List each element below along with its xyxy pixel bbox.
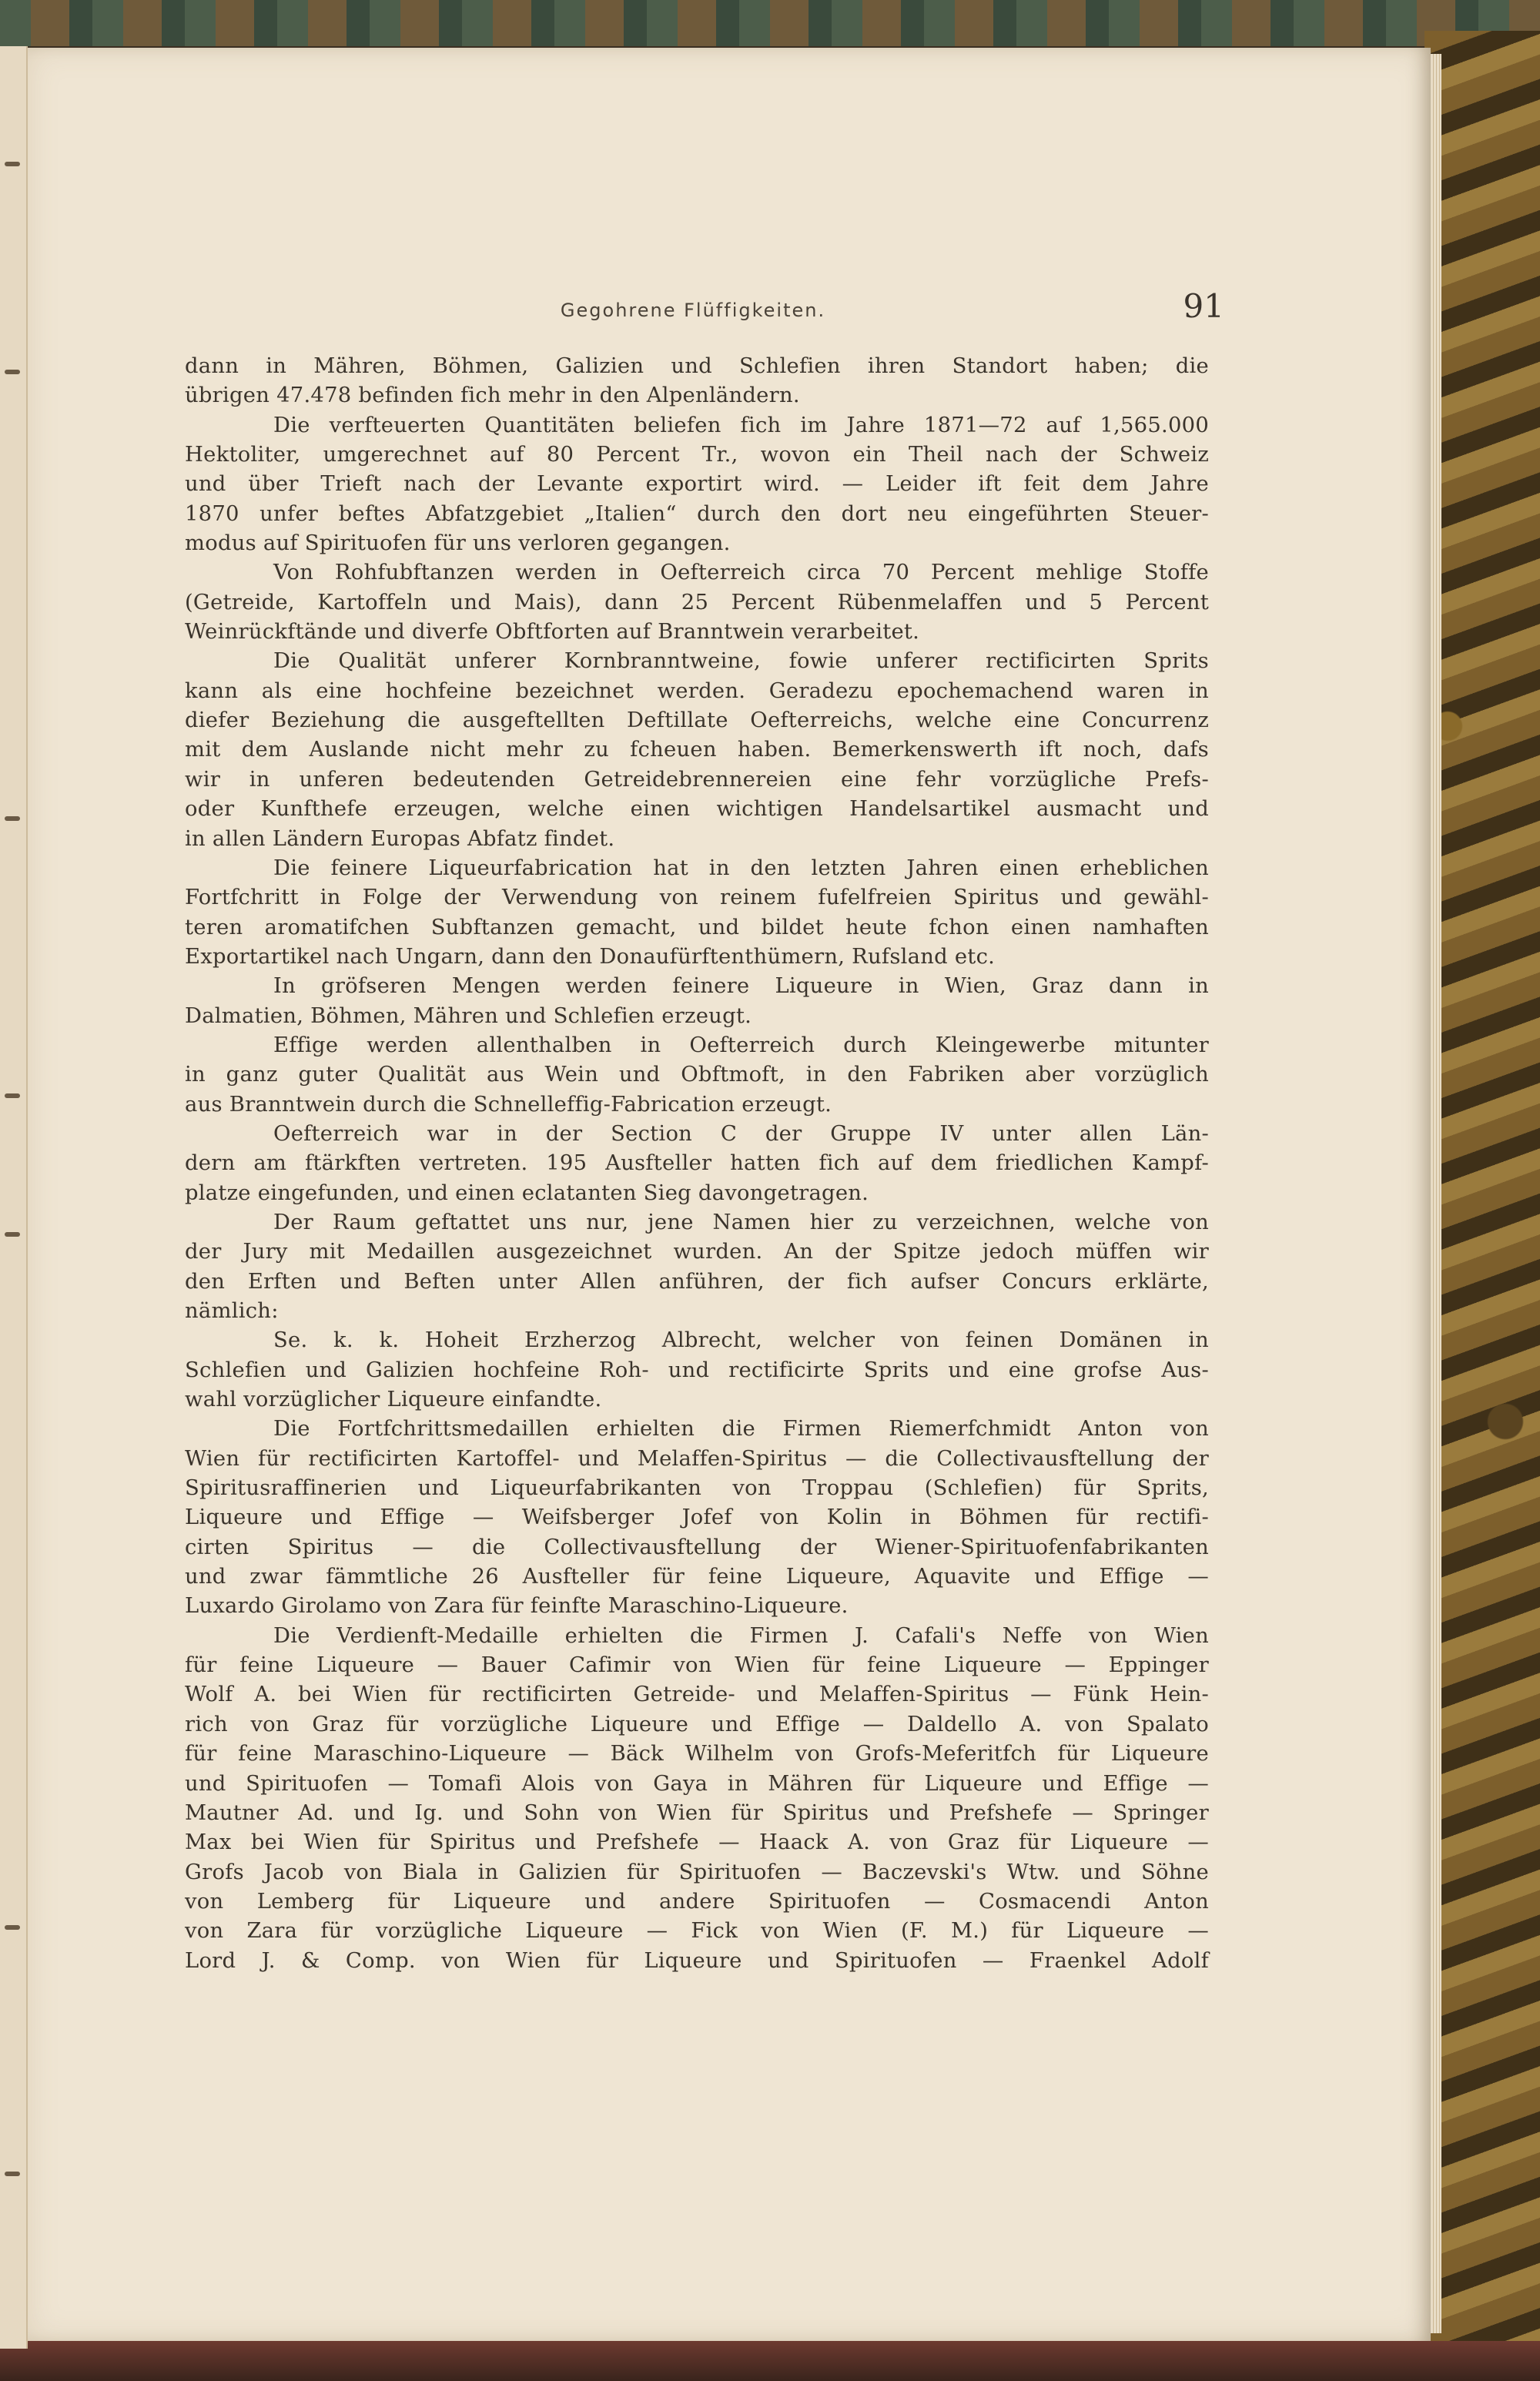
text-line: Mautner Ad. und Ig. und Sohn von Wien für Spiritus und Prefshefe — Springer (185, 1800, 1209, 1825)
text-line: Fortfchritt in Folge der Verwendung von reinem fufelfreien Spiritus und gewähl- (185, 886, 1209, 910)
text-line: wahl vorzüglicher Liqueure einfandte. (185, 1388, 602, 1412)
text-line: Wolf A. bei Wien für rectificirten Getreide- und Melaffen-Spiritus — Fünk Hein- (185, 1683, 1209, 1707)
text-line: In gröfseren Mengen werden feinere Liqueure in Wien, Graz dann in (273, 974, 1209, 999)
text-line: (Getreide, Kartoffeln und Mais), dann 25 Percent Rübenmelaffen und 5 Percent (185, 590, 1209, 615)
text-line: Effige werden allenthalben in Oefterreich durch Kleingewerbe mitunter (273, 1033, 1209, 1057)
text-line: Se. k. k. Hoheit Erzherzog Albrecht, welcher von feinen Domänen in (273, 1328, 1209, 1353)
gutter-mark (5, 370, 20, 374)
text-line: Grofs Jacob von Biala in Galizien für Spirituofen — Baczevski's Wtw. und Söhne (185, 1860, 1209, 1884)
text-line: diefer Beziehung die ausgeftellten Deftillate Oefterreichs, welche eine Concurrenz (185, 708, 1209, 733)
text-line: Die Verdienft-Medaille erhielten die Firmen J. Cafali's Neffe von Wien (273, 1623, 1209, 1648)
gutter-mark (5, 1925, 20, 1930)
text-line: von Lemberg für Liqueure und andere Spirituofen — Cosmacendi Anton (185, 1889, 1209, 1914)
text-line: Wien für rectificirten Kartoffel- und Melaffen-Spiritus — die Collectivausftellung der (185, 1446, 1209, 1471)
running-head (177, 287, 1224, 335)
text-line: für feine Liqueure — Bauer Cafimir von Wien für feine Liqueure — Eppinger (185, 1653, 1209, 1678)
text-line: und Spirituofen — Tomafi Alois von Gaya in Mähren für Liqueure und Effige — (185, 1771, 1209, 1796)
body-text (185, 352, 1209, 1976)
text-line: mit dem Auslande nicht mehr zu fcheuen haben. Bemerkenswerth ift noch, dafs (185, 738, 1209, 762)
text-line: und zwar fämmtliche 26 Ausfteller für feine Liqueure, Aquavite und Effige — (185, 1565, 1209, 1589)
text-line: nämlich: (185, 1299, 279, 1323)
text-line: in allen Ländern Europas Abfatz findet. (185, 826, 615, 851)
text-line: Die verfteuerten Quantitäten beliefen fich im Jahre 1871—72 auf 1,565.000 (273, 413, 1209, 437)
text-line: Von Rohfubftanzen werden in Oefterreich circa 70 Percent mehlige Stoffe (273, 561, 1209, 585)
text-line: dern am ftärkften vertreten. 195 Ausfteller hatten fich auf dem friedlichen Kampf- (185, 1151, 1209, 1176)
text-line: Weinrückftände und diverfe Obftforten auf Branntwein verarbeitet. (185, 620, 920, 645)
text-line: kann als eine hochfeine bezeichnet werden. Geradezu epochemachend waren in (185, 678, 1209, 703)
text-line: den Erften und Beften unter Allen anführen, der fich aufser Concurs erklärte, (185, 1269, 1209, 1294)
book-cover-right-edge (1424, 31, 1540, 2349)
text-line: Der Raum geftattet uns nur, jene Namen hier zu verzeichnen, welche von (273, 1210, 1209, 1234)
gutter-mark (5, 1093, 20, 1098)
gutter-mark (5, 816, 20, 821)
text-line: Die Fortfchrittsmedaillen erhielten die Firmen Riemerfchmidt Anton von (273, 1417, 1209, 1442)
text-line: cirten Spiritus — die Collectivausftellung der Wiener-Spirituofenfabrikanten (185, 1535, 1209, 1559)
text-line: oder Kunfthefe erzeugen, welche einen wichtigen Handelsartikel ausmacht und (185, 797, 1209, 822)
book-cover-top-edge (0, 0, 1540, 46)
text-line: rich von Graz für vorzügliche Liqueure und Effige — Daldello A. von Spalato (185, 1712, 1209, 1736)
text-line: wir in unferen bedeutenden Getreidebrennereien eine fehr vorzügliche Prefs- (185, 767, 1209, 792)
text-line: Die Qualität unferer Kornbranntweine, fowie unferer rectificirten Sprits (273, 649, 1209, 674)
text-line: platze eingefunden, und einen eclatanten Sieg davongetragen. (185, 1180, 869, 1205)
text-line: aus Branntwein durch die Schnelleffig-Fabrication erzeugt. (185, 1092, 832, 1117)
text-line: übrigen 47.478 befinden fich mehr in den Alpenländern. (185, 383, 800, 408)
text-line: in ganz guter Qualität aus Wein und Obftmoft, in den Fabriken aber vorzüglich (185, 1063, 1209, 1087)
text-line: Lord J. & Comp. von Wien für Liqueure und Spirituofen — Fraenkel Adolf (185, 1948, 1209, 1973)
text-line: Luxardo Girolamo von Zara für feinfte Maraschino-Liqueure. (185, 1594, 849, 1619)
text-line: Die feinere Liqueurfabrication hat in den letzten Jahren einen erheblichen (273, 856, 1209, 880)
text-line: dann in Mähren, Böhmen, Galizien und Schlefien ihren Standort haben; die (185, 354, 1209, 378)
page-stack-edge (1431, 54, 1441, 2333)
text-line: der Jury mit Medaillen ausgezeichnet wurden. An der Spitze jedoch müffen wir (185, 1240, 1209, 1264)
text-line: Spiritusraffinerien und Liqueurfabrikanten von Troppau (Schlefien) für Sprits, (185, 1476, 1209, 1501)
text-line: teren aromatifchen Subftanzen gemacht, und bildet heute fchon einen namhaften (185, 915, 1209, 939)
running-title: Gegohrene Flüffigkeiten. (560, 300, 826, 321)
text-line: Max bei Wien für Spiritus und Prefshefe — Haack A. von Graz für Liqueure — (185, 1830, 1209, 1855)
text-line: und über Trieft nach der Levante exportirt wird. — Leider ift feit dem Jahre (185, 472, 1209, 497)
text-line: 1870 unfer beftes Abfatzgebiet „Italien“ durch den dort neu eingeführten Steuer- (185, 501, 1209, 526)
text-line: Liqueure und Effige — Weifsberger Jofef von Kolin in Böhmen für rectifi- (185, 1505, 1209, 1530)
gutter-mark (5, 162, 20, 166)
binding-gutter (0, 46, 28, 2349)
text-line: modus auf Spirituofen für uns verloren gegangen. (185, 531, 731, 556)
text-line: Oefterreich war in der Section C der Gruppe IV unter allen Län- (273, 1121, 1209, 1146)
text-line: Dalmatien, Böhmen, Mähren und Schlefien erzeugt. (185, 1003, 752, 1028)
book-cover-bottom-edge (0, 2341, 1540, 2381)
text-line: Exportartikel nach Ungarn, dann den Donaufürftenthümern, Rufsland etc. (185, 944, 996, 969)
gutter-mark (5, 1232, 20, 1237)
text-line: Hektoliter, umgerechnet auf 80 Percent Tr., wovon ein Theil nach der Schweiz (185, 443, 1209, 467)
gutter-mark (5, 2172, 20, 2176)
text-line: für feine Maraschino-Liqueure — Bäck Wilhelm von Grofs-Meferitfch für Liqueure (185, 1742, 1209, 1766)
text-line: von Zara für vorzügliche Liqueure — Fick von Wien (F. M.) für Liqueure — (185, 1919, 1209, 1944)
text-line: Schlefien und Galizien hochfeine Roh- und rectificirte Sprits und eine grofse Aus- (185, 1358, 1209, 1382)
page-number: 91 (1183, 287, 1224, 325)
